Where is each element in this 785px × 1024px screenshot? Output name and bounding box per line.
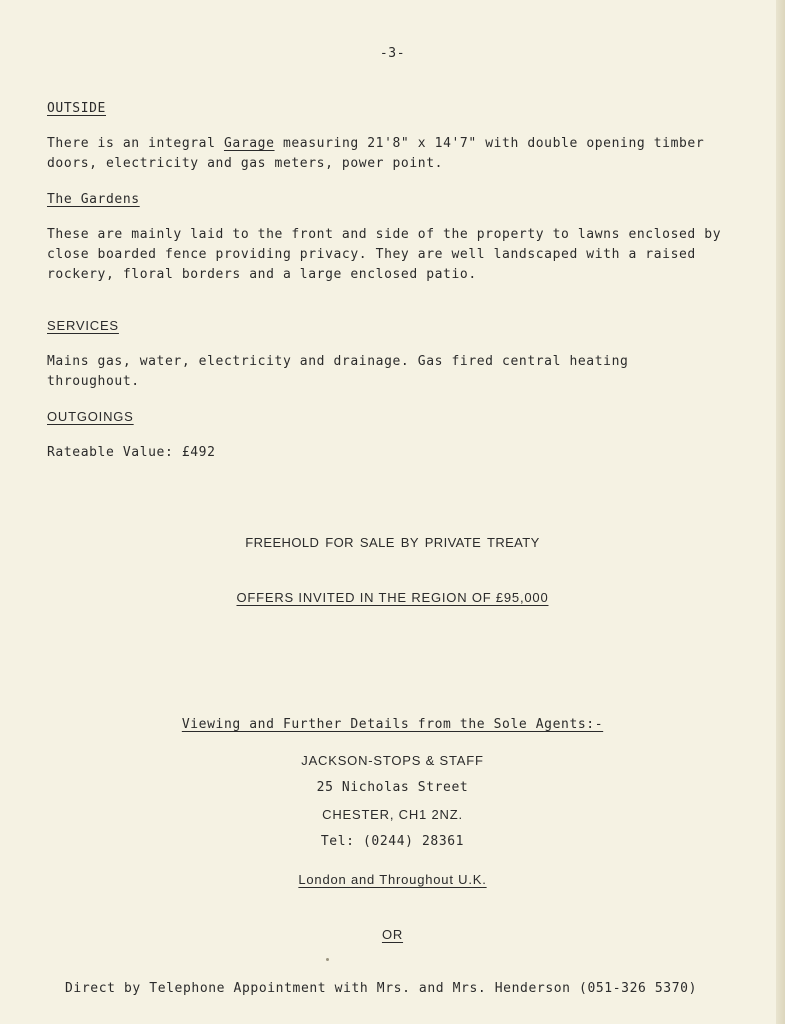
agent-city: CHESTER, CH1 2NZ. bbox=[322, 807, 463, 822]
paper-speck bbox=[326, 958, 329, 961]
garage-text-after: measuring 21'8" x 14'7" with double opening timber bbox=[274, 136, 705, 151]
services-heading: SERVICES bbox=[47, 318, 119, 333]
gardens-heading: The Gardens bbox=[47, 192, 140, 207]
services-line-1: Mains gas, water, electricity and drainage. Gas fired central heating bbox=[47, 354, 629, 369]
garage-word: Garage bbox=[223, 136, 275, 151]
garage-line-2: doors, electricity and gas meters, power point. bbox=[47, 156, 444, 171]
outside-garage-paragraph bbox=[47, 134, 704, 174]
offers-statement: OFFERS INVITED IN THE REGION OF £95,000 bbox=[236, 590, 549, 605]
gardens-line-1: These are mainly laid to the front and side of the property to lawns enclosed by bbox=[47, 227, 722, 242]
rateable-value: Rateable Value: £492 bbox=[47, 445, 216, 460]
agent-coverage: London and Throughout U.K. bbox=[298, 872, 487, 887]
or-separator: OR bbox=[381, 927, 404, 942]
services-line-2: throughout. bbox=[47, 374, 140, 389]
offers-statement-wrap bbox=[0, 588, 785, 608]
agent-telephone: Tel: (0244) 28361 bbox=[320, 834, 465, 849]
gardens-line-3: rockery, floral borders and a large enclosed patio. bbox=[47, 267, 477, 282]
agents-heading-wrap bbox=[0, 715, 785, 735]
page-number: -3- bbox=[379, 46, 406, 61]
tenure-statement: FREEHOLD FOR SALE BY PRIVATE TREATY bbox=[245, 535, 540, 550]
agents-heading: Viewing and Further Details from the Sole Agents:- bbox=[181, 717, 604, 732]
gardens-line-2: close boarded fence providing privacy. They are well landscaped with a raised bbox=[47, 247, 696, 262]
agent-name: JACKSON-STOPS & STAFF bbox=[301, 753, 484, 768]
services-paragraph bbox=[47, 352, 628, 392]
outside-heading: OUTSIDE bbox=[47, 101, 106, 116]
coverage-wrap bbox=[0, 870, 785, 890]
direct-appointment: Direct by Telephone Appointment with Mrs. and Mrs. Henderson (051-326 5370) bbox=[65, 981, 697, 996]
garage-line-1 bbox=[47, 134, 704, 154]
gardens-paragraph bbox=[47, 225, 721, 285]
outgoings-heading: OUTGOINGS bbox=[47, 409, 134, 424]
agent-street: 25 Nicholas Street bbox=[316, 780, 469, 795]
or-wrap bbox=[0, 925, 785, 945]
garage-text-before: There is an integral bbox=[47, 136, 224, 151]
